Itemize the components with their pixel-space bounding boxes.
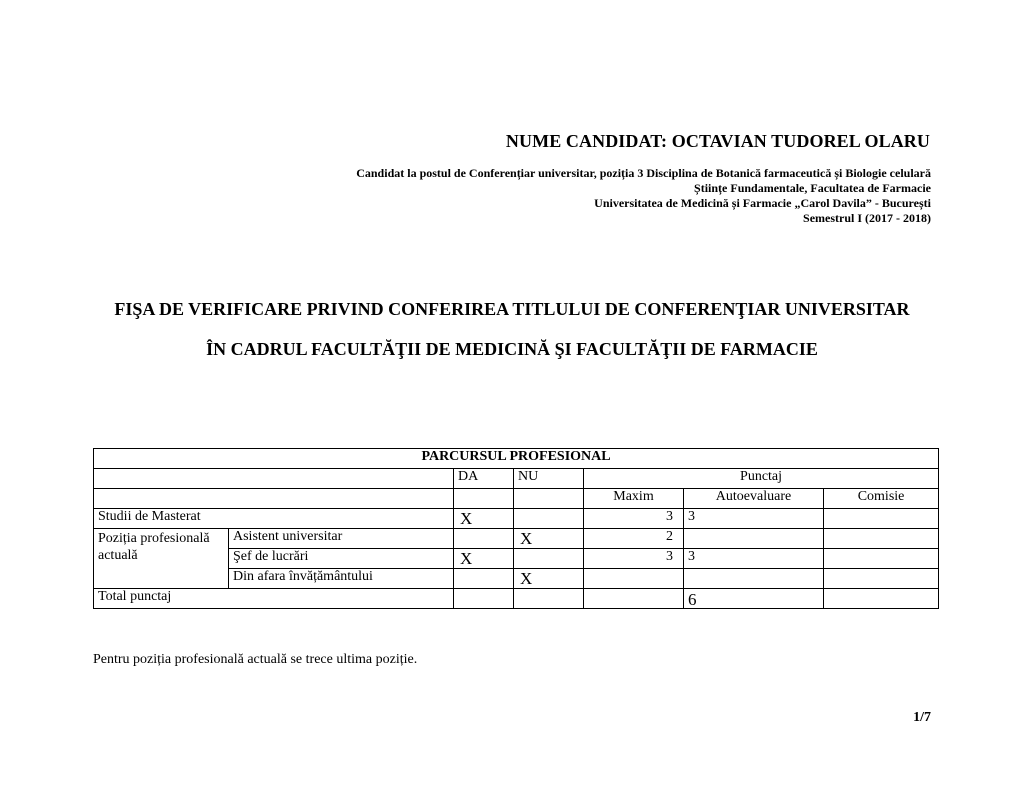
header-nu: NU [514,469,584,489]
table-row [94,529,939,549]
position-details [211,166,931,226]
cell-da [454,589,514,609]
cell-comisie [824,549,939,569]
page-number: 1/7 [913,710,931,725]
cell-comisie [824,529,939,549]
row-label-sef: Şef de lucrări [229,549,454,569]
cell-autoevaluare: 3 [684,549,824,569]
section-title: PARCURSUL PROFESIONAL [94,449,939,469]
table-row [94,509,939,529]
header-da: DA [454,469,514,489]
table-total-row [94,589,939,609]
semester-line: Semestrul I (2017 - 2018) [803,211,931,225]
cell-maxim: 3 [584,509,684,529]
table-subheader-row [94,489,939,509]
candidate-name: NUME CANDIDAT: OCTAVIAN TUDOREL OLARU [505,131,930,151]
cell-da [454,569,514,589]
header-comisie: Comisie [824,489,939,509]
row-label-total: Total punctaj [94,589,454,609]
cell-comisie [824,569,939,589]
position-line: Candidat la postul de Conferențiar universitar, poziția 3 Disciplina de Botanică farmaceutică și Biologie celulară [356,166,931,180]
university-line: Universitatea de Medicină și Farmacie „Carol Davila” - București [594,196,931,210]
row-label-masterat: Studii de Masterat [94,509,454,529]
table-section-title-row [94,449,939,469]
cell-nu [514,589,584,609]
header-empty-cell [94,469,454,489]
department-line: Științe Fundamentale, Facultatea de Farmacie [694,181,931,195]
header-autoevaluare: Autoevaluare [684,489,824,509]
cell-autoevaluare: 3 [684,509,824,529]
row-label-pozitie: Poziția profesională actuală [94,529,229,589]
header-maxim: Maxim [584,489,684,509]
row-label-asistent: Asistent universitar [229,529,454,549]
cell-da: X [454,549,514,569]
document-subtitle: ÎN CADRUL FACULTĂŢII DE MEDICINĂ ŞI FACULTĂŢII DE FARMACIE [206,339,818,359]
table-header-row [94,469,939,489]
cell-maxim [584,569,684,589]
cell-da [454,529,514,549]
subheader-empty-cell [94,489,454,509]
cell-nu [514,509,584,529]
cell-nu: X [514,529,584,549]
cell-maxim: 3 [584,549,684,569]
header-punctaj: Punctaj [584,469,939,489]
professional-path-table [93,448,939,609]
subheader-empty-da [454,489,514,509]
document-title: FIŞA DE VERIFICARE PRIVIND CONFERIREA TITLULUI DE CONFERENŢIAR UNIVERSITAR [114,299,910,319]
cell-maxim: 2 [584,529,684,549]
cell-da: X [454,509,514,529]
cell-comisie [824,589,939,609]
cell-maxim [584,589,684,609]
cell-autoevaluare [684,569,824,589]
cell-nu: X [514,569,584,589]
cell-autoevaluare [684,529,824,549]
cell-nu [514,549,584,569]
row-label-afara: Din afara învățământului [229,569,454,589]
subheader-empty-nu [514,489,584,509]
cell-total-autoevaluare: 6 [684,589,824,609]
footnote: Pentru poziția profesională actuală se trece ultima poziție. [93,652,418,667]
cell-comisie [824,509,939,529]
